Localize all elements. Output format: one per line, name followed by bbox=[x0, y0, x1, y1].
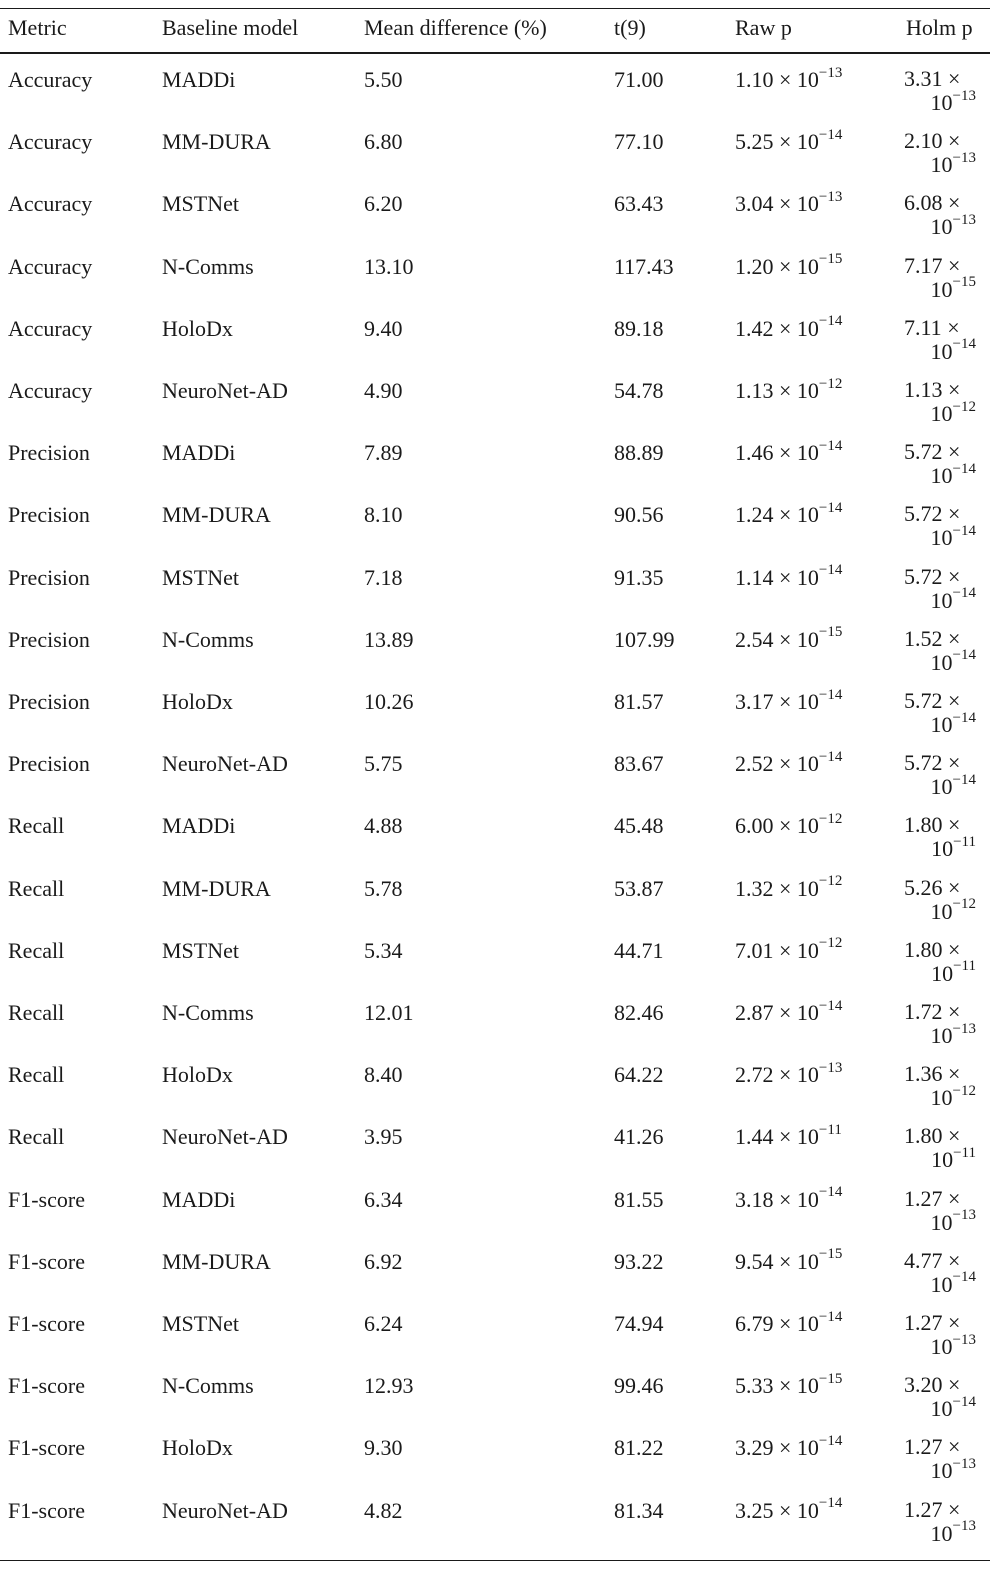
holm-p-mantissa: 6.08 bbox=[904, 190, 943, 216]
holm-p-exponent: −13 bbox=[952, 1207, 976, 1224]
cell-mean-difference: 6.34 bbox=[364, 1186, 403, 1212]
raw-p-mantissa: 1.42 bbox=[735, 315, 774, 341]
holm-p-mantissa: 1.36 bbox=[904, 1061, 943, 1087]
raw-p-exponent: −14 bbox=[818, 1495, 843, 1512]
cell-metric: F1-score bbox=[8, 1248, 85, 1274]
holm-p-exponent: −14 bbox=[952, 460, 976, 477]
cell-baseline-model: MADDi bbox=[162, 440, 236, 466]
cell-t-statistic: 90.56 bbox=[614, 502, 664, 528]
table-row bbox=[0, 1174, 992, 1236]
cell-t-statistic: 81.34 bbox=[614, 1497, 664, 1523]
cell-baseline-model: MADDi bbox=[162, 813, 236, 839]
raw-p-exponent: −15 bbox=[818, 1246, 843, 1263]
cell-metric: Recall bbox=[8, 937, 65, 963]
raw-p-exponent: −14 bbox=[818, 500, 843, 517]
cell-baseline-model: MSTNet bbox=[162, 937, 239, 963]
raw-p-mantissa: 3.29 bbox=[735, 1435, 774, 1461]
cell-baseline-model: MADDi bbox=[162, 67, 236, 92]
raw-p-exponent: −13 bbox=[818, 1059, 843, 1076]
raw-p-mantissa: 1.32 bbox=[735, 875, 774, 901]
cell-raw-p: $3.17 \times 10^{-14}$ bbox=[735, 686, 843, 714]
table-row bbox=[0, 800, 992, 862]
cell-raw-p: $5.33 \times 10^{-15}$ bbox=[735, 1370, 843, 1399]
table-row bbox=[0, 676, 992, 738]
holm-p-mantissa: 7.17 bbox=[904, 252, 943, 278]
table-row bbox=[0, 552, 992, 614]
cell-t-statistic: 93.22 bbox=[614, 1248, 664, 1274]
cell-mean-difference: 6.92 bbox=[364, 1248, 403, 1274]
cell-holm-p: 1.72 × $10^{-13}$ bbox=[904, 999, 976, 1048]
table-row bbox=[0, 863, 992, 925]
holm-p-exponent: −13 bbox=[952, 212, 976, 229]
cell-metric: Recall bbox=[8, 875, 65, 901]
holm-p-mantissa: 5.72 bbox=[904, 501, 943, 527]
cell-holm-p: 1.27 × $10^{-13}$ bbox=[904, 1310, 976, 1359]
raw-p-exponent: −15 bbox=[818, 1370, 843, 1387]
cell-holm-p: 5.72 × $10^{-14}$ bbox=[904, 501, 976, 551]
raw-p-exponent: −14 bbox=[818, 437, 843, 454]
raw-p-exponent: −14 bbox=[818, 562, 843, 579]
raw-p-exponent: −14 bbox=[818, 686, 843, 703]
cell-holm-p: 6.08 × $10^{-13}$ bbox=[904, 190, 976, 240]
cell-holm-p: 5.72 × $10^{-14}$ bbox=[904, 688, 976, 737]
cell-mean-difference: 7.89 bbox=[364, 440, 403, 466]
table-row bbox=[0, 178, 992, 240]
cell-baseline-model: N-Comms bbox=[162, 253, 254, 279]
cell-t-statistic: 53.87 bbox=[614, 875, 664, 901]
cell-raw-p: $1.14 \times 10^{-14}$ bbox=[735, 562, 843, 590]
holm-p-mantissa: 1.52 bbox=[904, 625, 943, 651]
cell-t-statistic: 83.67 bbox=[614, 751, 664, 777]
holm-p-exponent: −14 bbox=[952, 1393, 976, 1410]
holm-p-mantissa: 1.80 bbox=[904, 936, 943, 962]
cell-mean-difference: 13.89 bbox=[364, 626, 414, 652]
cell-metric: Recall bbox=[8, 1000, 65, 1025]
cell-baseline-model: MSTNet bbox=[162, 191, 239, 217]
cell-t-statistic: 81.57 bbox=[614, 689, 664, 714]
raw-p-exponent: −12 bbox=[818, 811, 843, 828]
table-row bbox=[0, 987, 992, 1049]
cell-holm-p: 5.72 × $10^{-14}$ bbox=[904, 750, 976, 800]
cell-metric: Precision bbox=[8, 440, 90, 466]
cell-raw-p: $1.44 \times 10^{-11}$ bbox=[735, 1122, 842, 1150]
holm-p-mantissa: 5.72 bbox=[904, 750, 943, 776]
cell-raw-p: $2.54 \times 10^{-15}$ bbox=[735, 624, 843, 652]
cell-metric: Recall bbox=[8, 1124, 65, 1150]
cell-baseline-model: MM-DURA bbox=[162, 129, 271, 155]
table-row bbox=[0, 365, 992, 427]
cell-t-statistic: 82.46 bbox=[614, 1000, 664, 1025]
cell-metric: Accuracy bbox=[8, 67, 93, 92]
holm-p-exponent: −14 bbox=[952, 771, 976, 788]
cell-baseline-model: MM-DURA bbox=[162, 875, 271, 901]
cell-t-statistic: 89.18 bbox=[614, 315, 664, 341]
table-row bbox=[0, 116, 992, 178]
cell-mean-difference: 3.95 bbox=[364, 1124, 403, 1150]
table-row bbox=[0, 1236, 992, 1298]
cell-holm-p: 1.80 × $10^{-11}$ bbox=[904, 1123, 976, 1173]
holm-p-exponent: −14 bbox=[952, 523, 976, 540]
holm-p-exponent: −12 bbox=[952, 1082, 976, 1099]
table-bottom-rule bbox=[0, 1560, 990, 1561]
holm-p-mantissa: 1.27 bbox=[904, 1496, 943, 1522]
cell-raw-p: $1.13 \times 10^{-12}$ bbox=[735, 375, 843, 403]
holm-p-mantissa: 5.26 bbox=[904, 874, 943, 900]
table-row bbox=[0, 738, 992, 800]
holm-p-exponent: −13 bbox=[952, 149, 976, 166]
table-row bbox=[0, 1485, 992, 1547]
cell-baseline-model: NeuroNet-AD bbox=[162, 751, 288, 777]
cell-raw-p: $6.79 \times 10^{-14}$ bbox=[735, 1308, 843, 1336]
holm-p-mantissa: 1.72 bbox=[904, 999, 943, 1024]
cell-baseline-model: HoloDx bbox=[162, 315, 233, 341]
cell-raw-p: $2.72 \times 10^{-13}$ bbox=[735, 1059, 843, 1088]
holm-p-mantissa: 1.27 bbox=[904, 1434, 943, 1460]
table-row bbox=[0, 925, 992, 987]
cell-holm-p: 3.20 × $10^{-14}$ bbox=[904, 1372, 976, 1422]
raw-p-exponent: −15 bbox=[818, 624, 843, 641]
header-t-statistic: t(9) bbox=[614, 15, 646, 40]
holm-p-exponent: −11 bbox=[953, 958, 976, 975]
holm-p-exponent: −12 bbox=[952, 398, 976, 415]
raw-p-mantissa: 3.04 bbox=[735, 191, 774, 217]
cell-mean-difference: 10.26 bbox=[364, 689, 414, 714]
header-mean-difference: Mean difference (%) bbox=[364, 15, 547, 40]
cell-holm-p: 1.27 × $10^{-13}$ bbox=[904, 1496, 976, 1546]
cell-metric: Precision bbox=[8, 502, 90, 528]
cell-metric: Precision bbox=[8, 564, 90, 590]
holm-p-mantissa: 1.80 bbox=[904, 1123, 943, 1149]
holm-p-exponent: −13 bbox=[952, 1518, 976, 1535]
raw-p-mantissa: 9.54 bbox=[735, 1248, 774, 1274]
cell-t-statistic: 54.78 bbox=[614, 378, 664, 403]
cell-raw-p: $3.04 \times 10^{-13}$ bbox=[735, 189, 843, 217]
header-metric: Metric bbox=[8, 15, 67, 40]
raw-p-exponent: −14 bbox=[818, 313, 843, 330]
cell-metric: Recall bbox=[8, 1062, 65, 1088]
cell-mean-difference: 4.88 bbox=[364, 813, 403, 839]
cell-baseline-model: MM-DURA bbox=[162, 1248, 271, 1274]
table-row bbox=[0, 489, 992, 551]
cell-baseline-model: MSTNet bbox=[162, 564, 239, 590]
raw-p-exponent: −12 bbox=[818, 375, 843, 392]
cell-t-statistic: 71.00 bbox=[614, 67, 664, 92]
raw-p-mantissa: 2.52 bbox=[735, 751, 774, 777]
raw-p-exponent: −14 bbox=[818, 1184, 843, 1201]
header-holm-p: Holm p bbox=[906, 15, 973, 40]
raw-p-exponent: −13 bbox=[818, 189, 843, 206]
cell-baseline-model: NeuroNet-AD bbox=[162, 1124, 288, 1150]
cell-baseline-model: MM-DURA bbox=[162, 502, 271, 528]
cell-mean-difference: 5.75 bbox=[364, 751, 403, 777]
holm-p-mantissa: 1.80 bbox=[904, 812, 943, 838]
cell-metric: Accuracy bbox=[8, 378, 93, 403]
cell-metric: Precision bbox=[8, 689, 90, 714]
raw-p-mantissa: 7.01 bbox=[735, 937, 774, 963]
raw-p-mantissa: 6.00 bbox=[735, 813, 774, 839]
cell-t-statistic: 41.26 bbox=[614, 1124, 664, 1150]
holm-p-mantissa: 7.11 bbox=[904, 314, 942, 340]
cell-t-statistic: 117.43 bbox=[614, 253, 674, 279]
raw-p-exponent: −11 bbox=[818, 1122, 842, 1139]
cell-holm-p: 5.72 × $10^{-14}$ bbox=[904, 439, 976, 489]
cell-raw-p: $3.25 \times 10^{-14}$ bbox=[735, 1495, 843, 1523]
cell-baseline-model: NeuroNet-AD bbox=[162, 1497, 288, 1523]
raw-p-mantissa: 1.10 bbox=[735, 67, 774, 92]
raw-p-mantissa: 1.13 bbox=[735, 378, 774, 403]
raw-p-exponent: −12 bbox=[818, 873, 843, 890]
holm-p-exponent: −14 bbox=[952, 709, 976, 726]
cell-baseline-model: N-Comms bbox=[162, 1000, 254, 1025]
cell-raw-p: $6.00 \times 10^{-12}$ bbox=[735, 811, 843, 839]
raw-p-exponent: −15 bbox=[818, 251, 843, 268]
cell-mean-difference: 8.40 bbox=[364, 1062, 403, 1088]
cell-mean-difference: 6.24 bbox=[364, 1311, 403, 1336]
cell-holm-p: 5.26 × $10^{-12}$ bbox=[904, 874, 976, 924]
cell-raw-p: $3.29 \times 10^{-14}$ bbox=[735, 1433, 843, 1461]
cell-baseline-model: MADDi bbox=[162, 1186, 236, 1212]
cell-metric: Accuracy bbox=[8, 253, 93, 279]
cell-metric: F1-score bbox=[8, 1497, 85, 1523]
cell-t-statistic: 91.35 bbox=[614, 564, 664, 590]
cell-metric: Accuracy bbox=[8, 129, 93, 155]
raw-p-exponent: −14 bbox=[818, 1308, 843, 1325]
holm-p-exponent: −13 bbox=[952, 1020, 976, 1037]
cell-raw-p: $7.01 \times 10^{-12}$ bbox=[735, 935, 843, 963]
table-row bbox=[0, 1049, 992, 1111]
cell-t-statistic: 64.22 bbox=[614, 1062, 664, 1088]
holm-p-exponent: −13 bbox=[952, 1456, 976, 1473]
cell-mean-difference: 8.10 bbox=[364, 502, 403, 528]
raw-p-exponent: −14 bbox=[818, 997, 843, 1014]
cell-mean-difference: 6.20 bbox=[364, 191, 403, 217]
cell-t-statistic: 81.22 bbox=[614, 1435, 664, 1461]
cell-holm-p: 1.27 × $10^{-13}$ bbox=[904, 1185, 976, 1235]
cell-raw-p: $1.24 \times 10^{-14}$ bbox=[735, 500, 843, 528]
cell-t-statistic: 81.55 bbox=[614, 1186, 664, 1212]
cell-raw-p: $1.20 \times 10^{-15}$ bbox=[735, 251, 843, 279]
cell-raw-p: $1.32 \times 10^{-12}$ bbox=[735, 873, 843, 901]
holm-p-mantissa: 2.10 bbox=[904, 128, 943, 154]
cell-baseline-model: HoloDx bbox=[162, 1062, 233, 1088]
cell-mean-difference: 5.50 bbox=[364, 67, 403, 92]
cell-holm-p: 1.36 × $10^{-12}$ bbox=[904, 1061, 976, 1111]
cell-mean-difference: 9.40 bbox=[364, 315, 403, 341]
holm-p-exponent: −14 bbox=[952, 647, 976, 664]
holm-p-exponent: −14 bbox=[952, 1269, 976, 1286]
header-baseline-model: Baseline model bbox=[162, 15, 299, 40]
raw-p-exponent: −14 bbox=[818, 126, 843, 143]
holm-p-mantissa: 1.27 bbox=[904, 1185, 943, 1211]
table-row bbox=[0, 1422, 992, 1484]
raw-p-mantissa: 3.17 bbox=[735, 689, 774, 714]
table-row bbox=[0, 54, 992, 116]
holm-p-exponent: −12 bbox=[952, 896, 976, 913]
holm-p-mantissa: 3.20 bbox=[904, 1372, 943, 1398]
header-raw-p: Raw p bbox=[735, 15, 792, 40]
cell-raw-p: $2.87 \times 10^{-14}$ bbox=[735, 997, 843, 1025]
holm-p-exponent: −15 bbox=[952, 274, 976, 291]
cell-metric: Precision bbox=[8, 751, 90, 777]
cell-baseline-model: HoloDx bbox=[162, 689, 233, 714]
raw-p-mantissa: 1.14 bbox=[735, 564, 774, 590]
cell-holm-p: 1.52 × $10^{-14}$ bbox=[904, 625, 976, 675]
cell-t-statistic: 44.71 bbox=[614, 937, 664, 963]
cell-t-statistic: 45.48 bbox=[614, 813, 664, 839]
holm-p-mantissa: 5.72 bbox=[904, 688, 943, 713]
cell-raw-p: $1.10 \times 10^{-13}$ bbox=[735, 64, 843, 92]
holm-p-mantissa: 5.72 bbox=[904, 563, 943, 589]
holm-p-exponent: −13 bbox=[952, 87, 976, 104]
cell-holm-p: 5.72 × $10^{-14}$ bbox=[904, 563, 976, 613]
raw-p-exponent: −13 bbox=[818, 64, 843, 81]
cell-mean-difference: 12.93 bbox=[364, 1373, 414, 1399]
cell-mean-difference: 7.18 bbox=[364, 564, 403, 590]
cell-raw-p: $2.52 \times 10^{-14}$ bbox=[735, 748, 843, 777]
raw-p-mantissa: 3.25 bbox=[735, 1497, 774, 1523]
cell-mean-difference: 13.10 bbox=[364, 253, 414, 279]
cell-baseline-model: N-Comms bbox=[162, 626, 254, 652]
cell-metric: Recall bbox=[8, 813, 65, 839]
table-row bbox=[0, 614, 992, 676]
table-row bbox=[0, 241, 992, 303]
holm-p-exponent: −14 bbox=[952, 585, 976, 602]
cell-t-statistic: 107.99 bbox=[614, 626, 675, 652]
raw-p-mantissa: 1.24 bbox=[735, 502, 774, 528]
cell-t-statistic: 63.43 bbox=[614, 191, 664, 217]
cell-holm-p: 7.17 × $10^{-15}$ bbox=[904, 252, 976, 302]
cell-t-statistic: 99.46 bbox=[614, 1373, 664, 1399]
raw-p-mantissa: 1.44 bbox=[735, 1124, 774, 1150]
cell-metric: Accuracy bbox=[8, 315, 93, 341]
table-row bbox=[0, 427, 992, 489]
cell-mean-difference: 4.90 bbox=[364, 378, 403, 403]
table-header-row bbox=[0, 8, 992, 52]
raw-p-mantissa: 5.33 bbox=[735, 1373, 774, 1399]
cell-metric: F1-score bbox=[8, 1311, 85, 1336]
cell-t-statistic: 88.89 bbox=[614, 440, 664, 466]
cell-metric: F1-score bbox=[8, 1186, 85, 1212]
raw-p-mantissa: 2.72 bbox=[735, 1062, 774, 1088]
holm-p-exponent: −11 bbox=[953, 834, 976, 851]
cell-holm-p: 4.77 × $10^{-14}$ bbox=[904, 1247, 976, 1297]
cell-raw-p: $9.54 \times 10^{-15}$ bbox=[735, 1246, 843, 1274]
cell-baseline-model: N-Comms bbox=[162, 1373, 254, 1399]
raw-p-exponent: −14 bbox=[818, 748, 843, 765]
cell-holm-p: 1.80 × $10^{-11}$ bbox=[904, 936, 976, 986]
cell-holm-p: 3.31 × $10^{-13}$ bbox=[904, 66, 976, 115]
holm-p-mantissa: 3.31 bbox=[904, 66, 943, 91]
raw-p-exponent: −12 bbox=[818, 935, 843, 952]
table-row bbox=[0, 1111, 992, 1173]
cell-baseline-model: HoloDx bbox=[162, 1435, 233, 1461]
raw-p-mantissa: 5.25 bbox=[735, 129, 774, 155]
cell-t-statistic: 74.94 bbox=[614, 1311, 664, 1336]
cell-holm-p: 2.10 × $10^{-13}$ bbox=[904, 128, 976, 178]
holm-p-mantissa: 5.72 bbox=[904, 439, 943, 465]
cell-raw-p: $1.46 \times 10^{-14}$ bbox=[735, 437, 843, 466]
holm-p-mantissa: 1.13 bbox=[904, 377, 943, 402]
holm-p-exponent: −11 bbox=[953, 1145, 976, 1162]
table-row bbox=[0, 1360, 992, 1422]
cell-metric: Accuracy bbox=[8, 191, 93, 217]
holm-p-mantissa: 1.27 bbox=[904, 1310, 943, 1335]
raw-p-mantissa: 2.54 bbox=[735, 626, 774, 652]
cell-raw-p: $5.25 \times 10^{-14}$ bbox=[735, 126, 843, 155]
cell-mean-difference: 9.30 bbox=[364, 1435, 403, 1461]
cell-metric: F1-score bbox=[8, 1435, 85, 1461]
holm-p-exponent: −14 bbox=[952, 336, 976, 353]
cell-mean-difference: 5.34 bbox=[364, 937, 403, 963]
cell-mean-difference: 4.82 bbox=[364, 1497, 403, 1523]
table-row bbox=[0, 1298, 992, 1360]
cell-metric: Precision bbox=[8, 626, 90, 652]
raw-p-mantissa: 6.79 bbox=[735, 1311, 774, 1336]
cell-metric: F1-score bbox=[8, 1373, 85, 1399]
table-row bbox=[0, 303, 992, 365]
holm-p-mantissa: 4.77 bbox=[904, 1247, 943, 1273]
cell-mean-difference: 6.80 bbox=[364, 129, 403, 155]
cell-mean-difference: 12.01 bbox=[364, 1000, 414, 1025]
cell-holm-p: 1.13 × $10^{-12}$ bbox=[904, 377, 976, 426]
cell-holm-p: 1.27 × $10^{-13}$ bbox=[904, 1434, 976, 1484]
cell-raw-p: $1.42 \times 10^{-14}$ bbox=[735, 313, 843, 341]
cell-t-statistic: 77.10 bbox=[614, 129, 664, 155]
cell-holm-p: 1.80 × $10^{-11}$ bbox=[904, 812, 976, 862]
cell-holm-p: 7.11 × $10^{-14}$ bbox=[904, 314, 976, 364]
raw-p-mantissa: 3.18 bbox=[735, 1186, 774, 1212]
raw-p-mantissa: 2.87 bbox=[735, 1000, 774, 1025]
holm-p-exponent: −13 bbox=[952, 1331, 976, 1348]
cell-baseline-model: MSTNet bbox=[162, 1311, 239, 1336]
raw-p-mantissa: 1.46 bbox=[735, 440, 774, 466]
raw-p-mantissa: 1.20 bbox=[735, 253, 774, 279]
cell-baseline-model: NeuroNet-AD bbox=[162, 378, 288, 403]
cell-mean-difference: 5.78 bbox=[364, 875, 403, 901]
raw-p-exponent: −14 bbox=[818, 1433, 843, 1450]
cell-raw-p: $3.18 \times 10^{-14}$ bbox=[735, 1184, 843, 1212]
